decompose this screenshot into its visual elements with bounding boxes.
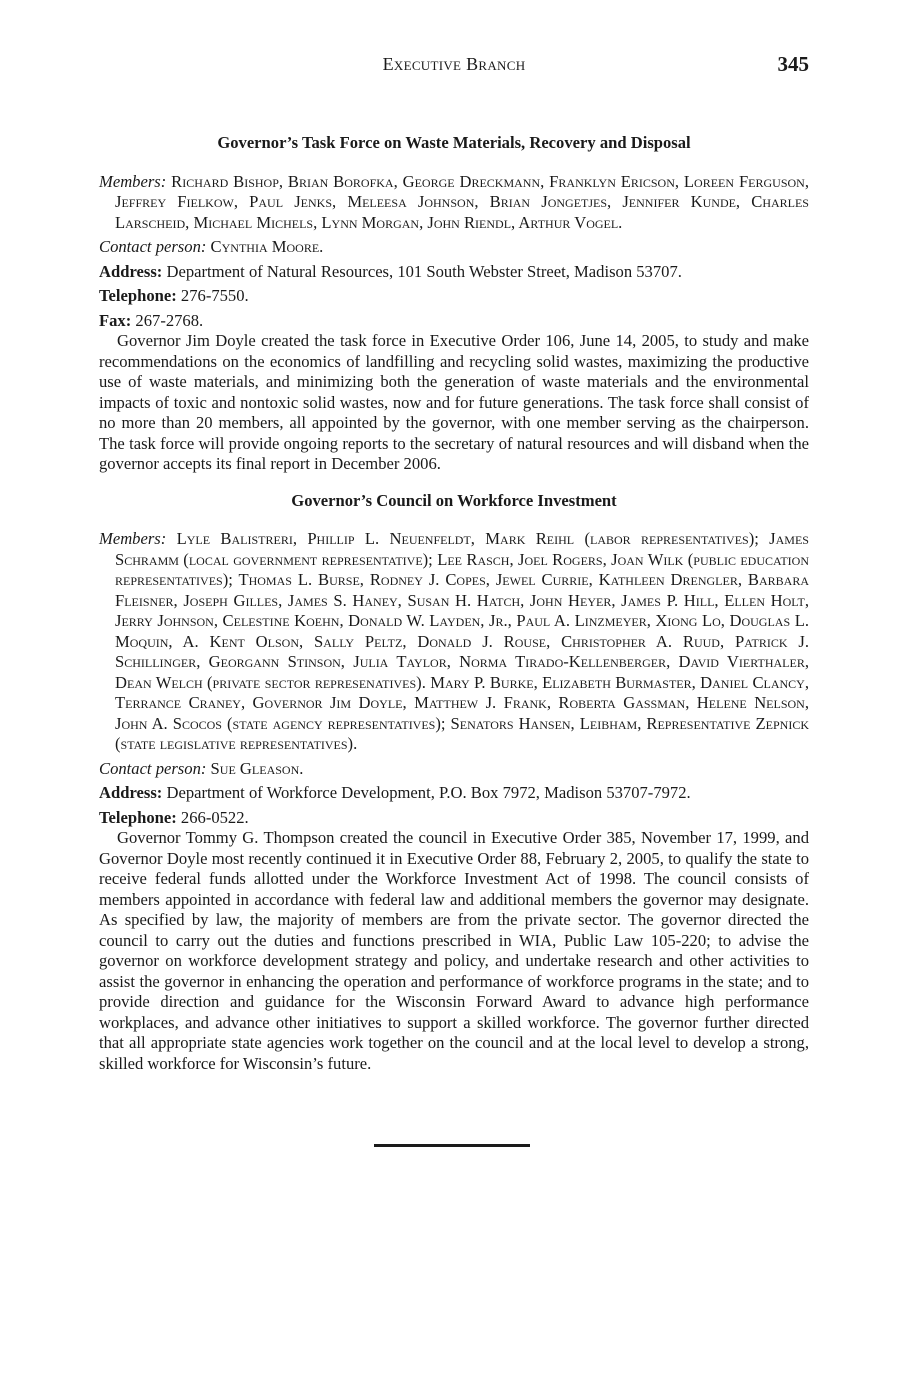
page-body xyxy=(99,133,809,1074)
task-force-description: Governor Jim Doyle created the task force in Executive Order 106, June 14, 2005, to study and make recommendations on the economics of landfilling and recycling solid wastes, maximizing the productive use of waste materials, and minimizing both the generation of waste materials and the environmental impacts of toxic and nontoxic solid wastes, now and for future generations. The task force shall consist of no more than 20 members, all appointed by the governor, with one member serving as the chairperson. The task force will provide ongoing reports to the secretary of natural resources and will disband when the governor accepts its final report in December 2006. xyxy=(99,331,809,473)
contact-label: Contact person: xyxy=(99,758,207,778)
address-value: Department of Workforce Development, P.O. Box 7972, Madison 53707-7972. xyxy=(166,783,691,802)
section-gap xyxy=(99,475,809,491)
end-rule xyxy=(374,1144,530,1147)
members-label: Members: xyxy=(99,529,167,548)
members-list: Richard Bishop, Brian Borofka, George Dreckmann, Franklyn Ericson, Loreen Ferguson, Jeffrey Fielkow, Paul Jenks, Meleesa Johnson, Brian Jongetjes, Jennifer Kunde, Charles Larscheid, Michael Michels, Lynn Morgan, John Riendl, Arthur Vogel. xyxy=(115,171,809,232)
members-list: Lyle Balistreri, Phillip L. Neuenfeldt, Mark Reihl (labor representatives); James Schramm (local government representative); Lee Rasch, Joel Rogers, Joan Wilk (public education representatives); Thomas L. Burse, Rodney J. Copes, Jewel Currie, Kathleen Drengler, Barbara Fleisner, Joseph Gilles, James S. Haney, Susan H. Hatch, John Heyer, James P. Hill, Ellen Holt, Jerry Johnson, Celestine Koehn, Donald W. Layden, Jr., Paul A. Linzmeyer, Xiong Lo, Douglas L. Moquin, A. Kent Olson, Sally Peltz, Donald J. Rouse, Christopher A. Ruud, Patrick J. Schillinger, Georgann Stinson, Julia Taylor, Norma Tirado-Kellenberger, David Vierthaler, Dean Welch (private sector represenatives). Mary P. Burke, Elizabeth Burmaster, Daniel Clancy, Terrance Craney, Governor Jim Doyle, Matthew J. Frank, Roberta Gassman, Helene Nelson, John A. Scocos (state agency representatives); Senators Hansen, Leibham, Representative Zepnick (state legislative representatives). xyxy=(115,529,809,753)
task-force-heading: Governor’s Task Force on Waste Materials, Recovery and Disposal xyxy=(217,133,691,152)
task-force-address xyxy=(99,262,809,283)
running-header xyxy=(99,54,809,82)
contact-value: Cynthia Moore. xyxy=(210,237,324,256)
contact-value: Sue Gleason. xyxy=(210,758,304,778)
contact-label: Contact person: xyxy=(99,237,207,256)
task-force-contact xyxy=(99,237,809,258)
task-force-fax xyxy=(99,311,809,332)
telephone-value: 276-7550. xyxy=(180,286,249,305)
workforce-council-contact xyxy=(99,759,809,780)
telephone-value: 266-0522. xyxy=(180,807,249,827)
workforce-council-telephone xyxy=(99,808,809,829)
address-label: Address: xyxy=(99,261,163,281)
workforce-council-heading: Governor’s Council on Workforce Investment xyxy=(291,490,617,510)
workforce-council-members xyxy=(99,529,809,755)
address-value: Department of Natural Resources, 101 South Webster Street, Madison 53707. xyxy=(166,261,682,281)
fax-value: 267-2768. xyxy=(135,310,204,330)
workforce-council-description: Governor Tommy G. Thompson created the council in Executive Order 385, November 17, 1999, and Governor Doyle most recently continued it in Executive Order 88, February 2, 2005, to qualify the state to receive federal funds allotted under the Workforce Investment Act of 1998. The council consists of members appointed in accordance with federal law and additional members the governor may designate. As specified by law, the majority of members are from the private sector. The governor directed the council to carry out the duties and functions prescribed in WIA, Public Law 105-220; to advise the governor on workforce development strategy and policy, and undertake research and other activities to assist the governor in enhancing the operation and performance of workforce programs in the state; and to provide direction and guidance for the Wisconsin Forward Award to advance high performance workplaces, and advance other initiatives to support a skilled workforce. The governor further directed that all appropriate state agencies work together on the council and at the local level to develop a strong, skilled workforce for Wisconsin’s future. xyxy=(99,828,809,1073)
task-force-members xyxy=(99,172,809,234)
members-label: Members: xyxy=(99,171,167,191)
task-force-section xyxy=(99,133,809,475)
task-force-telephone xyxy=(99,286,809,307)
workforce-council-section xyxy=(99,491,809,1075)
telephone-label: Telephone: xyxy=(99,807,177,827)
fax-label: Fax: xyxy=(99,310,132,330)
address-label: Address: xyxy=(99,783,163,802)
telephone-label: Telephone: xyxy=(99,286,177,305)
running-title: Executive Branch xyxy=(382,54,526,74)
workforce-council-address xyxy=(99,783,809,804)
page-number: 345 xyxy=(777,52,809,76)
